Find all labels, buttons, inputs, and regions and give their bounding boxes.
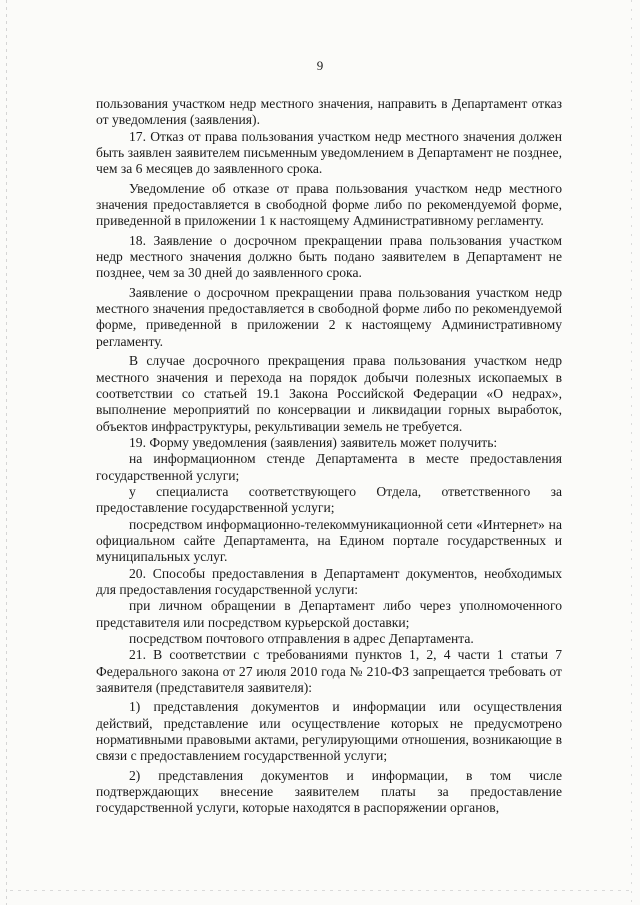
paragraph-20: 20. Способы предоставления в Департамент документов, необходимых для предоставления государственной услуги:	[96, 565, 562, 597]
list-item: 1) представления документов и информации или осуществления действий, представление или осуществление которых не предусмотрено нормативными правовыми актами, регулирующими отношения, возникающие в связи с предоставлением государственной услуги;	[96, 699, 562, 764]
list-item: 2) представления документов и информации, в том числе подтверждающих внесение заявителем платы за предоставление государственной услуги, которые находятся в распоряжении органов,	[96, 767, 562, 816]
paragraph: В случае досрочного прекращения права пользования участком недр местного значения и перехода на порядок добычи полезных ископаемых в соответствии со статьей 19.1 Закона Российской Федерации «О недрах», выполнение мероприятий по консервации и ликвидации горных выработок, объектов инфраструктуры, рекультивации земель не требуется.	[96, 353, 562, 434]
paragraph-19: 19. Форму уведомления (заявления) заявитель может получить:	[129, 434, 498, 450]
list-item: при личном обращении в Департамент либо через уполномоченного представителя или посредством курьерской доставки;	[96, 598, 562, 630]
paragraph: Уведомление об отказе от права пользования участком недр местного значения предоставляется в свободной форме либо по рекомендуемой форме, приведенной в приложении 1 к настоящему Административному регламенту.	[96, 180, 562, 229]
document-body	[96, 96, 562, 817]
list-item: посредством почтового отправления в адрес Департамента.	[129, 631, 474, 646]
list-item: посредством информационно-телекоммуникационной сети «Интернет» на официальном сайте Департамента, на Едином портале государственных и муниципальных услуг.	[96, 516, 562, 565]
list-item: на информационном стенде Департамента в месте предоставления государственной услуги;	[96, 451, 562, 483]
paragraph-17: 17. Отказ от права пользования участком недр местного значения должен быть заявлен заявителем письменным уведомлением в Департамент не позднее, чем за 6 месяцев до заявленного срока.	[96, 128, 562, 177]
scan-edge-left	[6, 0, 7, 905]
scan-edge-bottom	[10, 890, 630, 891]
list-item: у специалиста соответствующего Отдела, ответственного за предоставление государственной услуги;	[96, 483, 562, 516]
page-number: 9	[316, 58, 324, 73]
paragraph: Заявление о досрочном прекращении права пользования участком недр местного значения предоставляется в свободной форме либо по рекомендуемой форме, приведенной в приложении 2 к настоящему Административному регламенту.	[96, 284, 562, 349]
paragraph-18: 18. Заявление о досрочном прекращении права пользования участком недр местного значения должно быть подано заявителем в Департамент не позднее, чем за 30 дней до заявленного срока.	[96, 232, 562, 281]
scan-edge-right	[631, 0, 632, 905]
paragraph: пользования участком недр местного значения, направить в Департамент отказ от уведомления (заявления).	[96, 96, 562, 128]
paragraph-21: 21. В соответствии с требованиями пунктов 1, 2, 4 части 1 статьи 7 Федерального закона от 27 июля 2010 года № 210-ФЗ запрещается требовать от заявителя (представителя заявителя):	[96, 647, 562, 696]
